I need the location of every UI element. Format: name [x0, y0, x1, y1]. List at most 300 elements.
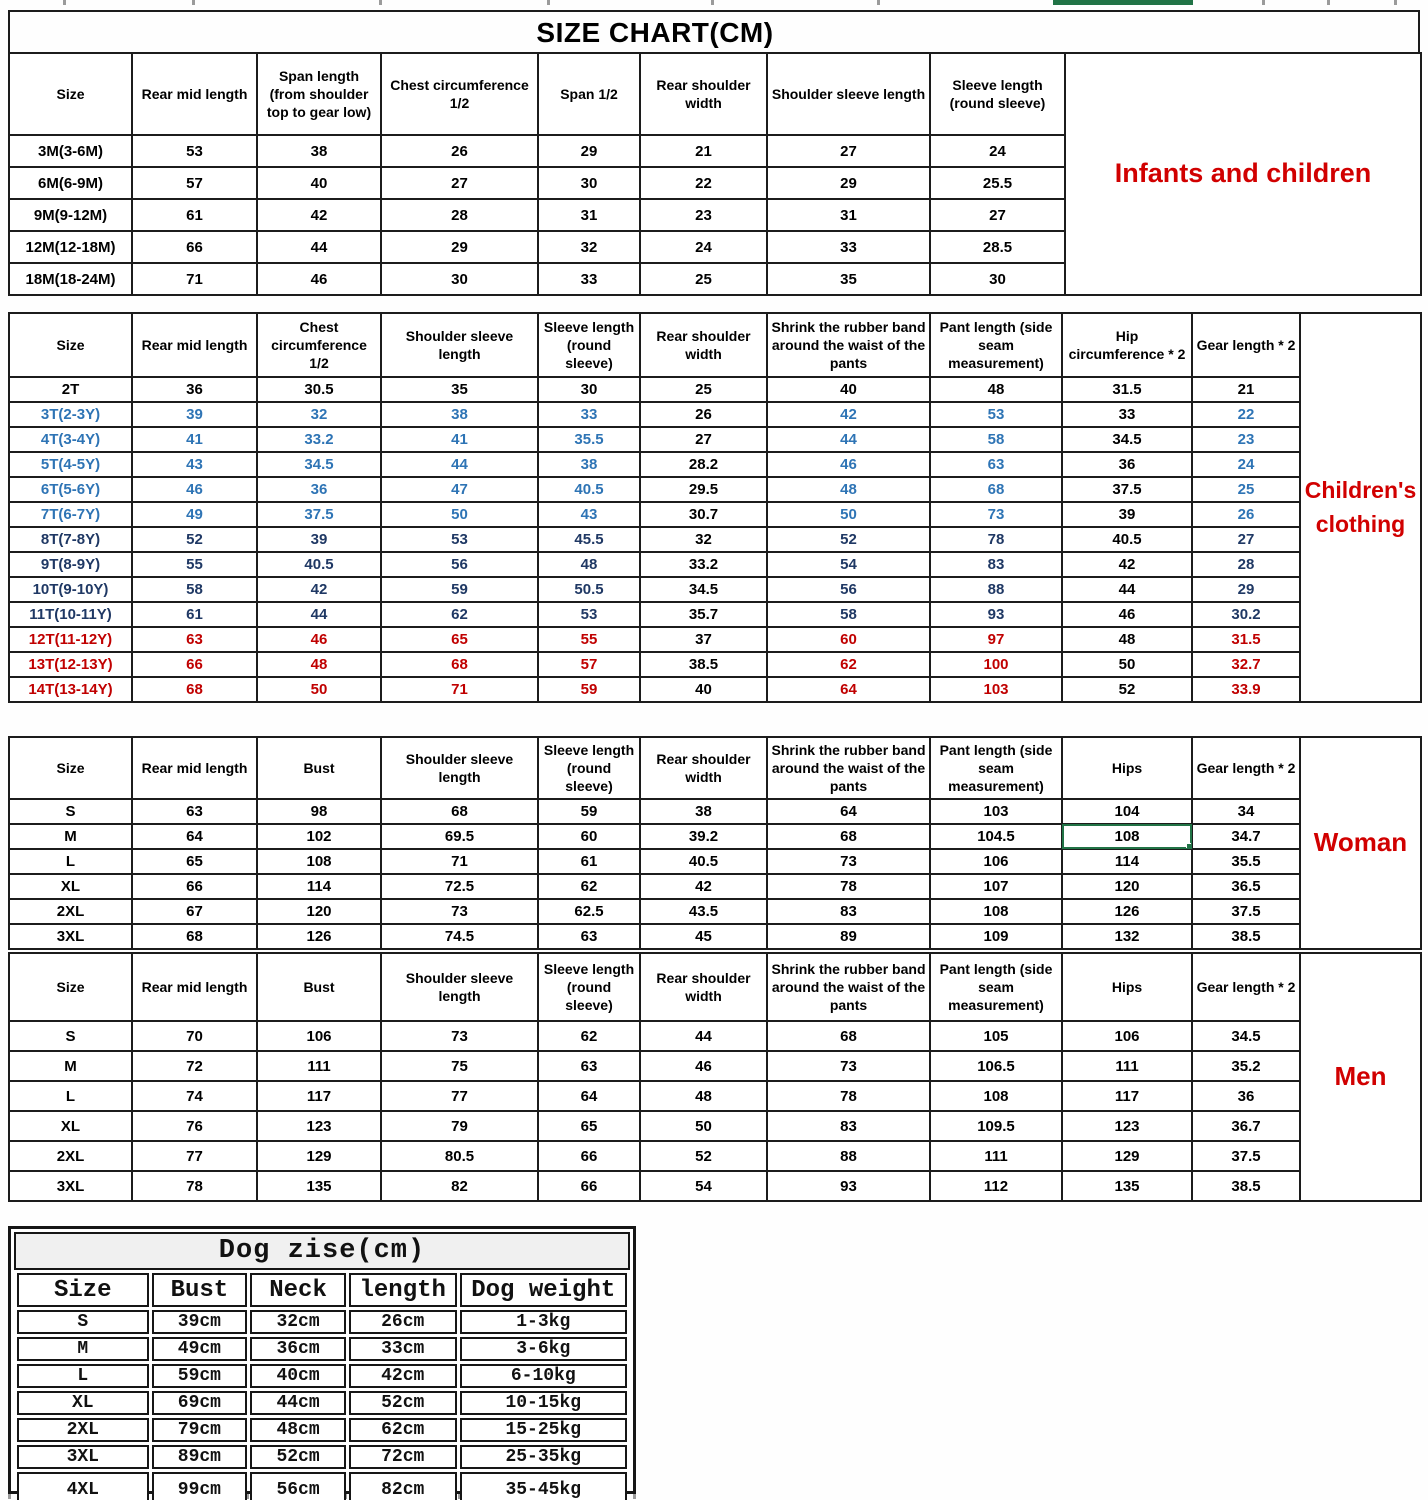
data-cell: 42cm — [349, 1364, 457, 1388]
data-cell: 66 — [538, 1141, 640, 1171]
data-cell: 27 — [381, 167, 538, 199]
data-cell: 21 — [1192, 377, 1300, 402]
dog-table-title: Dog zise(cm) — [14, 1232, 630, 1270]
data-cell: 65 — [538, 1111, 640, 1141]
data-cell: 23 — [640, 199, 767, 231]
woman-label: Woman — [1299, 736, 1422, 950]
selection-column-indicator — [1053, 0, 1193, 5]
data-cell: 45 — [640, 924, 767, 949]
header-cell: Pant length (side seam measurement) — [930, 953, 1062, 1021]
data-cell: 34 — [1192, 799, 1300, 824]
size-cell: 4XL — [17, 1472, 149, 1500]
data-cell: 61 — [538, 849, 640, 874]
data-cell: 30.2 — [1192, 602, 1300, 627]
data-cell: 77 — [381, 1081, 538, 1111]
header-cell: Rear shoulder width — [640, 953, 767, 1021]
header-cell: length — [349, 1273, 457, 1307]
data-cell: 44cm — [250, 1391, 346, 1415]
data-cell: 68 — [381, 799, 538, 824]
data-cell: 33.2 — [640, 552, 767, 577]
data-cell: 56 — [381, 552, 538, 577]
size-cell: M — [9, 1051, 132, 1081]
data-cell: 50 — [640, 1111, 767, 1141]
data-cell: 33 — [1062, 402, 1192, 427]
data-cell: 68 — [930, 477, 1062, 502]
data-cell: 24 — [930, 135, 1065, 167]
data-cell: 62 — [538, 1021, 640, 1051]
data-cell: 100 — [930, 652, 1062, 677]
data-cell: 79cm — [152, 1418, 248, 1442]
data-cell: 54 — [640, 1171, 767, 1201]
header-cell: Sleeve length (round sleeve) — [538, 737, 640, 799]
data-cell: 42 — [257, 577, 381, 602]
data-cell: 53 — [381, 527, 538, 552]
header-cell: Sleeve length (round sleeve) — [930, 53, 1065, 135]
data-cell: 52 — [767, 527, 930, 552]
header-cell: Shrink the rubber band around the waist of the pants — [767, 737, 930, 799]
data-cell: 67 — [132, 899, 257, 924]
table-row — [9, 849, 1300, 874]
data-cell: 28.5 — [930, 231, 1065, 263]
size-cell: 12T(11-12Y) — [9, 627, 132, 652]
children-section — [8, 312, 1422, 703]
table-row — [9, 427, 1300, 452]
data-cell: 40.5 — [640, 849, 767, 874]
data-cell: 129 — [1062, 1141, 1192, 1171]
data-cell: 36.5 — [1192, 874, 1300, 899]
data-cell: 77 — [132, 1141, 257, 1171]
header-cell: Hips — [1062, 737, 1192, 799]
data-cell: 36 — [1062, 452, 1192, 477]
data-cell: 79 — [381, 1111, 538, 1141]
data-cell: 57 — [538, 652, 640, 677]
data-cell: 73 — [767, 1051, 930, 1081]
data-cell: 27 — [930, 199, 1065, 231]
size-cell: XL — [9, 1111, 132, 1141]
header-cell: Hip circumference * 2 — [1062, 313, 1192, 377]
size-cell: 10T(9-10Y) — [9, 577, 132, 602]
header-cell: Rear mid length — [132, 313, 257, 377]
data-cell: 36 — [132, 377, 257, 402]
data-cell: 31.5 — [1062, 377, 1192, 402]
data-cell: 37.5 — [257, 502, 381, 527]
header-cell: Sleeve length (round sleeve) — [538, 313, 640, 377]
men-section — [8, 952, 1422, 1202]
data-cell: 27 — [640, 427, 767, 452]
data-cell: 27 — [1192, 527, 1300, 552]
data-cell: 66 — [538, 1171, 640, 1201]
data-cell: 34.5 — [257, 452, 381, 477]
data-cell: 44 — [640, 1021, 767, 1051]
size-cell: S — [9, 1021, 132, 1051]
data-cell: 38.5 — [1192, 924, 1300, 949]
header-cell: Shoulder sleeve length — [381, 313, 538, 377]
data-cell: 72 — [132, 1051, 257, 1081]
header-cell: Bust — [257, 953, 381, 1021]
data-cell: 32 — [538, 231, 640, 263]
table-row — [9, 231, 1065, 263]
data-cell: 72cm — [349, 1445, 457, 1469]
data-cell: 76 — [132, 1111, 257, 1141]
data-cell: 25-35kg — [460, 1445, 627, 1469]
data-cell: 63 — [132, 627, 257, 652]
header-cell: Chest circumference 1/2 — [257, 313, 381, 377]
data-cell: 74 — [132, 1081, 257, 1111]
data-cell: 63 — [538, 1051, 640, 1081]
table-row — [17, 1364, 627, 1388]
table-row — [9, 1051, 1300, 1081]
data-cell: 64 — [767, 677, 930, 702]
header-cell: Size — [17, 1273, 149, 1307]
data-cell: 55 — [132, 552, 257, 577]
data-cell: 39cm — [152, 1310, 248, 1334]
data-cell: 27 — [767, 135, 930, 167]
data-cell: 111 — [257, 1051, 381, 1081]
data-cell: 50.5 — [538, 577, 640, 602]
data-cell: 66 — [132, 652, 257, 677]
size-cell: 6T(5-6Y) — [9, 477, 132, 502]
data-cell: 78 — [767, 1081, 930, 1111]
header-cell: Size — [9, 313, 132, 377]
data-cell: 114 — [1062, 849, 1192, 874]
size-cell: 3XL — [9, 924, 132, 949]
data-cell: 40 — [767, 377, 930, 402]
table-row — [9, 627, 1300, 652]
size-cell: L — [17, 1364, 149, 1388]
data-cell: 47 — [381, 477, 538, 502]
data-cell: 36 — [257, 477, 381, 502]
table-row — [9, 263, 1065, 295]
data-cell: 25 — [640, 263, 767, 295]
table-row — [9, 577, 1300, 602]
size-cell: 18M(18-24M) — [9, 263, 132, 295]
data-cell: 34.5 — [1192, 1021, 1300, 1051]
data-cell: 45.5 — [538, 527, 640, 552]
data-cell: 40 — [640, 677, 767, 702]
table-row — [9, 924, 1300, 949]
data-cell: 83 — [767, 899, 930, 924]
table-row — [17, 1337, 627, 1361]
data-cell: 70 — [132, 1021, 257, 1051]
dog-size-table — [14, 1270, 630, 1500]
header-cell: Rear mid length — [132, 953, 257, 1021]
data-cell: 25 — [640, 377, 767, 402]
page-title: SIZE CHART(CM) — [8, 10, 1420, 55]
data-cell: 108 — [257, 849, 381, 874]
data-cell: 30.5 — [257, 377, 381, 402]
data-cell: 31 — [767, 199, 930, 231]
header-cell: Shoulder sleeve length — [381, 953, 538, 1021]
data-cell: 30.7 — [640, 502, 767, 527]
data-cell: 55 — [538, 627, 640, 652]
data-cell: 15-25kg — [460, 1418, 627, 1442]
data-cell: 73 — [767, 849, 930, 874]
data-cell: 58 — [132, 577, 257, 602]
data-cell: 135 — [1062, 1171, 1192, 1201]
data-cell: 50 — [1062, 652, 1192, 677]
table-row — [17, 1310, 627, 1334]
data-cell: 24 — [640, 231, 767, 263]
data-cell: 52cm — [349, 1391, 457, 1415]
data-cell: 36 — [1192, 1081, 1300, 1111]
data-cell: 63 — [930, 452, 1062, 477]
data-cell: 43 — [132, 452, 257, 477]
data-cell: 42 — [640, 874, 767, 899]
size-cell: 14T(13-14Y) — [9, 677, 132, 702]
size-cell: 2XL — [17, 1418, 149, 1442]
data-cell: 34.5 — [640, 577, 767, 602]
data-cell: 106 — [1062, 1021, 1192, 1051]
data-cell: 66 — [132, 874, 257, 899]
data-cell: 38 — [640, 799, 767, 824]
header-cell: Rear mid length — [132, 737, 257, 799]
data-cell: 41 — [132, 427, 257, 452]
data-cell: 89cm — [152, 1445, 248, 1469]
table-row — [9, 799, 1300, 824]
data-cell: 43 — [538, 502, 640, 527]
data-cell: 123 — [1062, 1111, 1192, 1141]
data-cell: 48 — [930, 377, 1062, 402]
header-cell: Size — [9, 953, 132, 1021]
data-cell: 129 — [257, 1141, 381, 1171]
data-cell: 25.5 — [930, 167, 1065, 199]
data-cell: 26 — [381, 135, 538, 167]
data-cell: 33 — [538, 263, 640, 295]
header-cell: Sleeve length (round sleeve) — [538, 953, 640, 1021]
data-cell: 38 — [257, 135, 381, 167]
header-cell: Pant length (side seam measurement) — [930, 313, 1062, 377]
data-cell: 62cm — [349, 1418, 457, 1442]
table-row — [9, 899, 1300, 924]
data-cell: 88 — [767, 1141, 930, 1171]
data-cell: 36cm — [250, 1337, 346, 1361]
data-cell: 68 — [767, 1021, 930, 1051]
woman-section — [8, 736, 1422, 950]
data-cell: 34.7 — [1192, 824, 1300, 849]
table-row — [9, 502, 1300, 527]
data-cell: 44 — [1062, 577, 1192, 602]
size-cell: L — [9, 1081, 132, 1111]
data-cell: 82cm — [349, 1472, 457, 1500]
header-cell: Gear length * 2 — [1192, 313, 1300, 377]
data-cell: 58 — [930, 427, 1062, 452]
size-cell: 6M(6-9M) — [9, 167, 132, 199]
data-cell: 62 — [538, 874, 640, 899]
header-cell: Chest circumference 1/2 — [381, 53, 538, 135]
infants-size-table — [8, 52, 1066, 296]
data-cell: 40 — [257, 167, 381, 199]
data-cell: 32cm — [250, 1310, 346, 1334]
data-cell: 48 — [767, 477, 930, 502]
size-cell: XL — [9, 874, 132, 899]
data-cell: 64 — [132, 824, 257, 849]
selected-cell: 108 — [1062, 824, 1192, 849]
dog-size-section — [8, 1226, 636, 1500]
data-cell: 103 — [930, 677, 1062, 702]
data-cell: 23 — [1192, 427, 1300, 452]
data-cell: 68 — [132, 924, 257, 949]
data-cell: 26 — [1192, 502, 1300, 527]
data-cell: 111 — [1062, 1051, 1192, 1081]
table-row — [9, 1141, 1300, 1171]
data-cell: 40.5 — [257, 552, 381, 577]
data-cell: 69cm — [152, 1391, 248, 1415]
data-cell: 43.5 — [640, 899, 767, 924]
size-cell: 12M(12-18M) — [9, 231, 132, 263]
table-row — [9, 1021, 1300, 1051]
data-cell: 60 — [767, 627, 930, 652]
data-cell: 71 — [132, 263, 257, 295]
data-cell: 49cm — [152, 1337, 248, 1361]
data-cell: 62.5 — [538, 899, 640, 924]
data-cell: 109 — [930, 924, 1062, 949]
data-cell: 68 — [767, 824, 930, 849]
data-cell: 33cm — [349, 1337, 457, 1361]
data-cell: 108 — [930, 1081, 1062, 1111]
size-cell: 2XL — [9, 1141, 132, 1171]
data-cell: 112 — [930, 1171, 1062, 1201]
data-cell: 53 — [930, 402, 1062, 427]
data-cell: 32 — [257, 402, 381, 427]
data-cell: 36.7 — [1192, 1111, 1300, 1141]
data-cell: 39.2 — [640, 824, 767, 849]
data-cell: 10-15kg — [460, 1391, 627, 1415]
data-cell: 35.7 — [640, 602, 767, 627]
table-row — [9, 199, 1065, 231]
table-row — [9, 477, 1300, 502]
table-row — [17, 1445, 627, 1469]
infants-label: Infants and children — [1064, 52, 1422, 296]
data-cell: 39 — [1062, 502, 1192, 527]
size-cell: 13T(12-13Y) — [9, 652, 132, 677]
data-cell: 57 — [132, 167, 257, 199]
data-cell: 103 — [930, 799, 1062, 824]
data-cell: 64 — [538, 1081, 640, 1111]
data-cell: 93 — [930, 602, 1062, 627]
data-cell: 35.5 — [538, 427, 640, 452]
data-cell: 26cm — [349, 1310, 457, 1334]
data-cell: 46 — [257, 263, 381, 295]
data-cell: 41 — [381, 427, 538, 452]
header-cell: Shoulder sleeve length — [381, 737, 538, 799]
size-cell: 2XL — [9, 899, 132, 924]
table-row — [9, 1081, 1300, 1111]
data-cell: 48 — [640, 1081, 767, 1111]
data-cell: 46 — [257, 627, 381, 652]
data-cell: 46 — [767, 452, 930, 477]
header-cell: Size — [9, 737, 132, 799]
data-cell: 88 — [930, 577, 1062, 602]
data-cell: 28 — [381, 199, 538, 231]
data-cell: 108 — [930, 899, 1062, 924]
data-cell: 89 — [767, 924, 930, 949]
table-row — [9, 167, 1065, 199]
table-row — [9, 135, 1065, 167]
data-cell: 37.5 — [1062, 477, 1192, 502]
size-cell: 2T — [9, 377, 132, 402]
data-cell: 132 — [1062, 924, 1192, 949]
table-row — [17, 1418, 627, 1442]
data-cell: 52cm — [250, 1445, 346, 1469]
data-cell: 106 — [930, 849, 1062, 874]
table-row — [9, 452, 1300, 477]
data-cell: 123 — [257, 1111, 381, 1141]
data-cell: 50 — [381, 502, 538, 527]
data-cell: 28.2 — [640, 452, 767, 477]
table-row — [17, 1472, 627, 1500]
header-cell: Span length (from shoulder top to gear low) — [257, 53, 381, 135]
data-cell: 33.9 — [1192, 677, 1300, 702]
data-cell: 59 — [538, 677, 640, 702]
size-cell: 4T(3-4Y) — [9, 427, 132, 452]
size-cell: M — [17, 1337, 149, 1361]
size-cell: 3T(2-3Y) — [9, 402, 132, 427]
data-cell: 63 — [132, 799, 257, 824]
size-cell: 5T(4-5Y) — [9, 452, 132, 477]
data-cell: 106 — [257, 1021, 381, 1051]
data-cell: 35.5 — [1192, 849, 1300, 874]
data-cell: 30 — [538, 167, 640, 199]
data-cell: 53 — [132, 135, 257, 167]
data-cell: 29 — [767, 167, 930, 199]
data-cell: 59 — [381, 577, 538, 602]
data-cell: 38.5 — [640, 652, 767, 677]
data-cell: 83 — [930, 552, 1062, 577]
data-cell: 30 — [381, 263, 538, 295]
data-cell: 135 — [257, 1171, 381, 1201]
data-cell: 59 — [538, 799, 640, 824]
data-cell: 46 — [132, 477, 257, 502]
size-cell: 3XL — [9, 1171, 132, 1201]
data-cell: 99cm — [152, 1472, 248, 1500]
data-cell: 68 — [132, 677, 257, 702]
data-cell: 49 — [132, 502, 257, 527]
header-cell: Shrink the rubber band around the waist of the pants — [767, 313, 930, 377]
data-cell: 37.5 — [1192, 1141, 1300, 1171]
size-cell: M — [9, 824, 132, 849]
data-cell: 48 — [257, 652, 381, 677]
data-cell: 58 — [767, 602, 930, 627]
data-cell: 32 — [640, 527, 767, 552]
data-cell: 61 — [132, 199, 257, 231]
data-cell: 78 — [132, 1171, 257, 1201]
table-row — [9, 527, 1300, 552]
data-cell: 104 — [1062, 799, 1192, 824]
data-cell: 126 — [257, 924, 381, 949]
data-cell: 68 — [381, 652, 538, 677]
data-cell: 72.5 — [381, 874, 538, 899]
data-cell: 42 — [767, 402, 930, 427]
data-cell: 42 — [257, 199, 381, 231]
table-row — [9, 874, 1300, 899]
data-cell: 3-6kg — [460, 1337, 627, 1361]
table-row — [9, 602, 1300, 627]
data-cell: 37 — [640, 627, 767, 652]
data-cell: 46 — [1062, 602, 1192, 627]
data-cell: 117 — [1062, 1081, 1192, 1111]
data-cell: 109.5 — [930, 1111, 1062, 1141]
data-cell: 31 — [538, 199, 640, 231]
data-cell: 46 — [640, 1051, 767, 1081]
woman-size-table — [8, 736, 1301, 950]
table-row — [9, 652, 1300, 677]
size-cell: 7T(6-7Y) — [9, 502, 132, 527]
data-cell: 126 — [1062, 899, 1192, 924]
data-cell: 38 — [538, 452, 640, 477]
data-cell: 39 — [132, 402, 257, 427]
data-cell: 42 — [1062, 552, 1192, 577]
data-cell: 78 — [767, 874, 930, 899]
